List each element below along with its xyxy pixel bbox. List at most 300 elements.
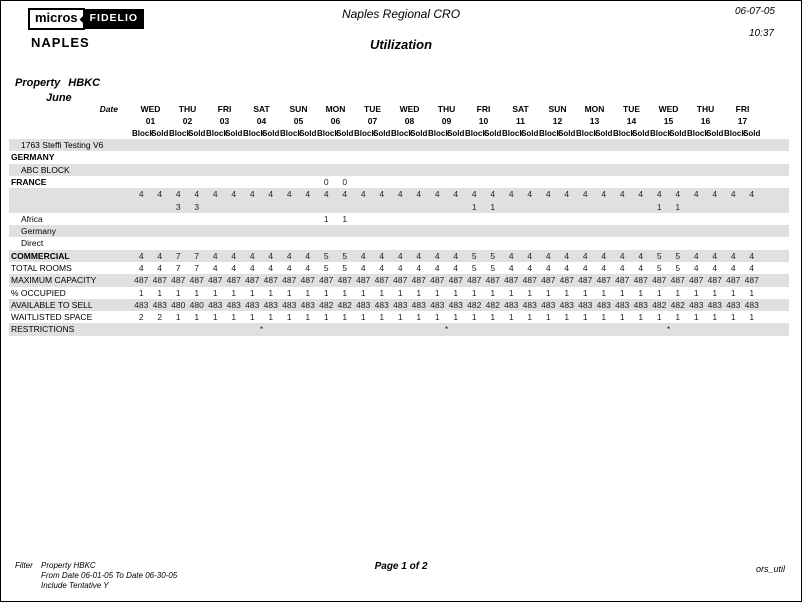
filter-property: Property HBKC — [41, 561, 96, 570]
table-row — [9, 151, 789, 163]
date-cell — [169, 300, 206, 310]
block-cell: 4 — [545, 189, 551, 200]
sold-cell: 487 — [300, 275, 315, 286]
date-cell — [132, 275, 169, 285]
block-cell: 483 — [430, 300, 445, 310]
sold-cell: 483 — [374, 300, 389, 310]
block-cell: 4 — [730, 263, 736, 274]
row-label: TOTAL ROOMS — [11, 262, 72, 273]
column-date: 13 — [589, 116, 600, 126]
date-cell — [465, 275, 502, 285]
sold-cell: 4 — [194, 189, 200, 200]
date-cell — [576, 288, 613, 298]
report-time: 10:37 — [748, 28, 774, 39]
column-day: FRI — [217, 104, 232, 114]
report-title: Utilization — [369, 37, 433, 52]
column-date: 12 — [552, 116, 563, 126]
block-cell: 487 — [467, 275, 482, 286]
column-subheader — [132, 129, 169, 138]
block-cell: 4 — [397, 189, 403, 200]
block-cell: 483 — [208, 300, 223, 310]
block-cell: 4 — [508, 250, 514, 261]
sold-cell: 1 — [712, 312, 718, 323]
sold-cell: 483 — [263, 300, 278, 310]
date-cell — [354, 263, 391, 273]
row-label: Direct — [21, 238, 44, 249]
table-row — [9, 139, 789, 151]
sold-cell: 4 — [453, 263, 459, 274]
date-cell — [317, 251, 354, 261]
block-cell: 4 — [693, 250, 699, 261]
block-cell: 483 — [245, 300, 260, 310]
restriction-marker: * — [444, 324, 449, 335]
row-label: FRANCE — [11, 176, 47, 187]
column-day: THU — [696, 104, 715, 114]
sold-cell: 1 — [379, 312, 385, 323]
block-cell: 1 — [508, 312, 514, 323]
block-cell: 482 — [652, 300, 667, 310]
block-cell: 4 — [619, 263, 625, 274]
restriction-marker: * — [259, 324, 264, 335]
table-row — [9, 274, 789, 286]
sold-cell: 4 — [564, 189, 570, 200]
block-cell: 4 — [138, 189, 144, 200]
sold-cell: 5 — [675, 250, 681, 261]
block-cell: 4 — [212, 263, 218, 274]
sold-header: Sold — [558, 128, 576, 138]
date-cell — [650, 275, 687, 285]
block-cell: 4 — [693, 263, 699, 274]
block-cell: 5 — [323, 250, 329, 261]
date-cell — [317, 288, 354, 298]
date-cell — [169, 202, 206, 212]
date-cell — [613, 275, 650, 285]
table-row — [9, 225, 789, 237]
date-cell — [650, 288, 687, 298]
sold-cell: 4 — [712, 189, 718, 200]
date-cell — [206, 189, 243, 199]
sold-cell: 483 — [633, 300, 648, 310]
date-cell — [243, 300, 280, 310]
sold-cell: 1 — [379, 287, 385, 298]
block-cell: 1 — [323, 287, 329, 298]
block-cell: 4 — [286, 189, 292, 200]
sold-cell: 1 — [194, 312, 200, 323]
sold-cell: 7 — [194, 263, 200, 274]
date-cell — [687, 288, 724, 298]
block-header: Block — [428, 128, 450, 138]
sold-cell: 4 — [268, 189, 274, 200]
date-cell — [317, 263, 354, 273]
sold-cell: 483 — [522, 300, 537, 310]
column-date: 08 — [404, 116, 415, 126]
date-cell — [687, 189, 724, 199]
row-label: 1763 Steffi Testing V6 — [21, 140, 104, 150]
header-dates-row — [9, 115, 789, 127]
block-cell: 483 — [393, 300, 408, 310]
sold-header: Sold — [410, 128, 428, 138]
date-cell — [539, 189, 576, 199]
block-cell: 1 — [360, 312, 366, 323]
date-cell — [465, 288, 502, 298]
sold-cell: 1 — [194, 287, 200, 298]
sold-cell: 4 — [527, 250, 533, 261]
block-cell: 482 — [319, 300, 334, 310]
column-subheader — [391, 129, 428, 138]
sold-cell: 483 — [152, 300, 167, 310]
block-cell: 487 — [356, 275, 371, 286]
date-cell — [502, 288, 539, 298]
block-cell: 4 — [693, 189, 699, 200]
block-cell: 480 — [171, 300, 186, 310]
date-cell — [465, 263, 502, 273]
block-cell: 487 — [134, 275, 149, 286]
sold-cell: 4 — [231, 189, 237, 200]
date-cell — [687, 251, 724, 261]
date-cell — [576, 263, 613, 273]
column-subheader — [169, 129, 206, 138]
sold-cell: 1 — [416, 287, 422, 298]
sold-cell: 4 — [305, 263, 311, 274]
block-cell: 3 — [175, 201, 181, 212]
block-cell: 4 — [619, 189, 625, 200]
sold-cell: 5 — [342, 263, 348, 274]
sold-cell: 4 — [564, 250, 570, 261]
sold-cell: 4 — [416, 263, 422, 274]
column-date: 09 — [441, 116, 452, 126]
block-cell: 1 — [360, 287, 366, 298]
column-day: THU — [178, 104, 197, 114]
sold-cell: 5 — [490, 250, 496, 261]
date-cell — [243, 263, 280, 273]
sold-cell: 483 — [300, 300, 315, 310]
date-cell — [502, 275, 539, 285]
block-cell: 0 — [323, 177, 329, 188]
block-cell: 487 — [245, 275, 260, 286]
column-day: SUN — [548, 104, 567, 114]
date-cell — [465, 189, 502, 199]
column-date: 05 — [293, 116, 304, 126]
column-date: 01 — [145, 116, 156, 126]
block-cell: 487 — [652, 275, 667, 286]
table-row — [9, 213, 789, 225]
sold-cell: 1 — [342, 287, 348, 298]
sold-cell: 4 — [601, 263, 607, 274]
sold-cell: 5 — [490, 263, 496, 274]
block-cell: 1 — [175, 287, 181, 298]
header-blocksold-row — [9, 127, 789, 139]
column-subheader — [243, 129, 280, 138]
block-cell: 483 — [726, 300, 741, 310]
column-subheader — [428, 129, 465, 138]
sold-cell: 4 — [638, 189, 644, 200]
block-header: Block — [724, 128, 746, 138]
sold-cell: 487 — [226, 275, 241, 286]
block-cell: 4 — [249, 250, 255, 261]
block-cell: 4 — [434, 263, 440, 274]
sold-cell: 1 — [675, 201, 681, 212]
block-cell: 483 — [689, 300, 704, 310]
block-cell: 4 — [397, 263, 403, 274]
date-cell — [539, 300, 576, 310]
date-cell — [724, 189, 761, 199]
block-header: Block — [132, 128, 154, 138]
sold-cell: 4 — [638, 263, 644, 274]
block-cell: 4 — [471, 189, 477, 200]
sold-cell: 1 — [305, 287, 311, 298]
date-cell — [169, 251, 206, 261]
block-header: Block — [391, 128, 413, 138]
date-cell — [650, 251, 687, 261]
column-day: WED — [140, 104, 161, 114]
date-cell — [687, 275, 724, 285]
sold-header: Sold — [484, 128, 502, 138]
sold-cell: 1 — [564, 312, 570, 323]
date-cell — [280, 263, 317, 273]
block-cell: 4 — [730, 250, 736, 261]
block-cell: 483 — [504, 300, 519, 310]
sold-cell: 4 — [712, 263, 718, 274]
date-cell — [391, 288, 428, 298]
block-cell: 1 — [175, 312, 181, 323]
date-cell — [687, 263, 724, 273]
sold-cell: 4 — [268, 263, 274, 274]
date-cell — [317, 275, 354, 285]
block-cell: 487 — [393, 275, 408, 286]
sold-cell: 1 — [305, 312, 311, 323]
sold-cell: 1 — [527, 312, 533, 323]
sold-cell: 1 — [453, 312, 459, 323]
date-cell — [317, 300, 354, 310]
sold-cell: 1 — [601, 312, 607, 323]
date-cell — [169, 189, 206, 199]
sold-cell: 4 — [527, 263, 533, 274]
page-number: Page 1 of 2 — [374, 561, 428, 572]
date-cell — [576, 300, 613, 310]
column-date: 02 — [182, 116, 193, 126]
filter-label: Filter — [15, 561, 33, 570]
date-cell — [354, 312, 391, 322]
date-cell — [243, 288, 280, 298]
block-cell: 4 — [249, 263, 255, 274]
row-label: ABC BLOCK — [21, 164, 70, 175]
block-header: Block — [539, 128, 561, 138]
date-cell — [280, 300, 317, 310]
column-date: 14 — [626, 116, 637, 126]
column-subheader — [502, 129, 539, 138]
sold-cell: 1 — [342, 213, 348, 224]
block-cell: 4 — [582, 189, 588, 200]
block-cell: 5 — [323, 263, 329, 274]
block-cell: 482 — [467, 300, 482, 310]
utilization-table — [9, 103, 789, 336]
block-cell: 487 — [319, 275, 334, 286]
block-header: Block — [317, 128, 339, 138]
sold-cell: 4 — [342, 189, 348, 200]
date-cell — [539, 275, 576, 285]
block-cell: 1 — [323, 312, 329, 323]
date-cell — [724, 275, 761, 285]
restriction-marker: * — [666, 324, 671, 335]
block-cell: 4 — [360, 189, 366, 200]
block-cell: 487 — [615, 275, 630, 286]
sold-header: Sold — [336, 128, 354, 138]
block-header: Block — [576, 128, 598, 138]
sold-cell: 4 — [601, 189, 607, 200]
sold-cell: 1 — [675, 312, 681, 323]
regional-office-title: Naples Regional CRO — [341, 7, 461, 21]
sold-cell: 1 — [749, 312, 755, 323]
table-row — [9, 323, 789, 335]
block-cell: 4 — [138, 250, 144, 261]
date-cell — [724, 263, 761, 273]
block-cell: 1 — [582, 312, 588, 323]
sold-cell: 1 — [453, 287, 459, 298]
sold-cell: 1 — [490, 201, 496, 212]
column-day: TUE — [623, 104, 640, 114]
block-cell: 1 — [397, 287, 403, 298]
sold-cell: 487 — [744, 275, 759, 286]
sold-cell: 1 — [231, 312, 237, 323]
row-label: Germany — [21, 226, 56, 237]
sold-cell: 1 — [342, 312, 348, 323]
sold-cell: 1 — [231, 287, 237, 298]
sold-header: Sold — [632, 128, 650, 138]
block-cell: 4 — [175, 189, 181, 200]
logo-micros-text: micros — [28, 8, 85, 30]
date-cell — [206, 263, 243, 273]
sold-cell: 483 — [707, 300, 722, 310]
sold-header: Sold — [706, 128, 724, 138]
sold-cell: 487 — [633, 275, 648, 286]
sold-cell: 483 — [226, 300, 241, 310]
block-cell: 4 — [508, 189, 514, 200]
date-cell — [613, 312, 650, 322]
date-cell — [243, 275, 280, 285]
sold-cell: 487 — [152, 275, 167, 286]
date-cell — [317, 312, 354, 322]
block-cell: 5 — [471, 250, 477, 261]
sold-cell: 1 — [268, 287, 274, 298]
sold-cell: 487 — [596, 275, 611, 286]
sold-header: Sold — [743, 128, 761, 138]
column-date: 07 — [367, 116, 378, 126]
table-body — [9, 139, 789, 336]
date-cell — [391, 189, 428, 199]
sold-cell: 1 — [157, 287, 163, 298]
report-date: 06-07-05 — [734, 6, 775, 17]
block-cell: 4 — [434, 189, 440, 200]
date-cell — [650, 263, 687, 273]
sold-cell: 1 — [712, 287, 718, 298]
logo-fidelio-text: FIDELIO — [84, 9, 144, 29]
block-header: Block — [243, 128, 265, 138]
sold-cell: 4 — [638, 250, 644, 261]
property-line — [15, 77, 100, 89]
sold-cell: 487 — [337, 275, 352, 286]
column-subheader — [650, 129, 687, 138]
column-date: 06 — [330, 116, 341, 126]
sold-cell: 1 — [268, 312, 274, 323]
column-subheader — [687, 129, 724, 138]
row-label: GERMANY — [11, 152, 55, 163]
property-label: Property — [15, 77, 61, 89]
block-cell: 5 — [656, 263, 662, 274]
date-cell — [132, 263, 169, 273]
sold-cell: 1 — [638, 287, 644, 298]
date-cell — [169, 288, 206, 298]
block-cell: 4 — [619, 250, 625, 261]
block-cell: 1 — [286, 287, 292, 298]
sold-cell: 4 — [749, 189, 755, 200]
sold-cell: 4 — [527, 189, 533, 200]
date-cell — [428, 263, 465, 273]
sold-header: Sold — [299, 128, 317, 138]
block-header: Block — [169, 128, 191, 138]
column-day: SAT — [512, 104, 529, 114]
date-cell — [687, 300, 724, 310]
block-cell: 1 — [286, 312, 292, 323]
column-date: 15 — [663, 116, 674, 126]
sold-cell: 487 — [707, 275, 722, 286]
date-cell — [576, 251, 613, 261]
column-subheader — [354, 129, 391, 138]
block-cell: 483 — [541, 300, 556, 310]
date-cell — [391, 251, 428, 261]
sold-cell: 1 — [638, 312, 644, 323]
sold-header: Sold — [188, 128, 206, 138]
sold-cell: 1 — [564, 287, 570, 298]
block-cell: 483 — [282, 300, 297, 310]
block-cell: 487 — [689, 275, 704, 286]
date-cell — [428, 312, 465, 322]
block-cell: 483 — [134, 300, 149, 310]
block-cell: 7 — [175, 263, 181, 274]
date-cell — [132, 288, 169, 298]
block-cell: 4 — [730, 189, 736, 200]
date-cell — [650, 202, 687, 212]
block-cell: 1 — [582, 287, 588, 298]
date-cell — [465, 312, 502, 322]
column-date: 10 — [478, 116, 489, 126]
block-cell: 1 — [508, 287, 514, 298]
table-row — [9, 287, 789, 299]
date-cell — [613, 288, 650, 298]
block-cell: 487 — [541, 275, 556, 286]
sold-cell: 487 — [448, 275, 463, 286]
block-cell: 487 — [282, 275, 297, 286]
date-cell — [465, 251, 502, 261]
block-cell: 1 — [545, 312, 551, 323]
sold-cell: 482 — [485, 300, 500, 310]
table-row — [9, 164, 789, 176]
date-cell — [613, 263, 650, 273]
block-cell: 1 — [397, 312, 403, 323]
block-cell: 1 — [249, 287, 255, 298]
column-day: FRI — [476, 104, 491, 114]
date-cell — [465, 202, 502, 212]
date-cell — [539, 263, 576, 273]
sold-cell: 482 — [337, 300, 352, 310]
block-header: Block — [465, 128, 487, 138]
sold-cell: 4 — [453, 250, 459, 261]
block-cell: 1 — [471, 312, 477, 323]
block-header: Block — [206, 128, 228, 138]
sold-cell: 487 — [411, 275, 426, 286]
sold-cell: 4 — [490, 189, 496, 200]
date-cell — [502, 263, 539, 273]
date-cell — [465, 300, 502, 310]
